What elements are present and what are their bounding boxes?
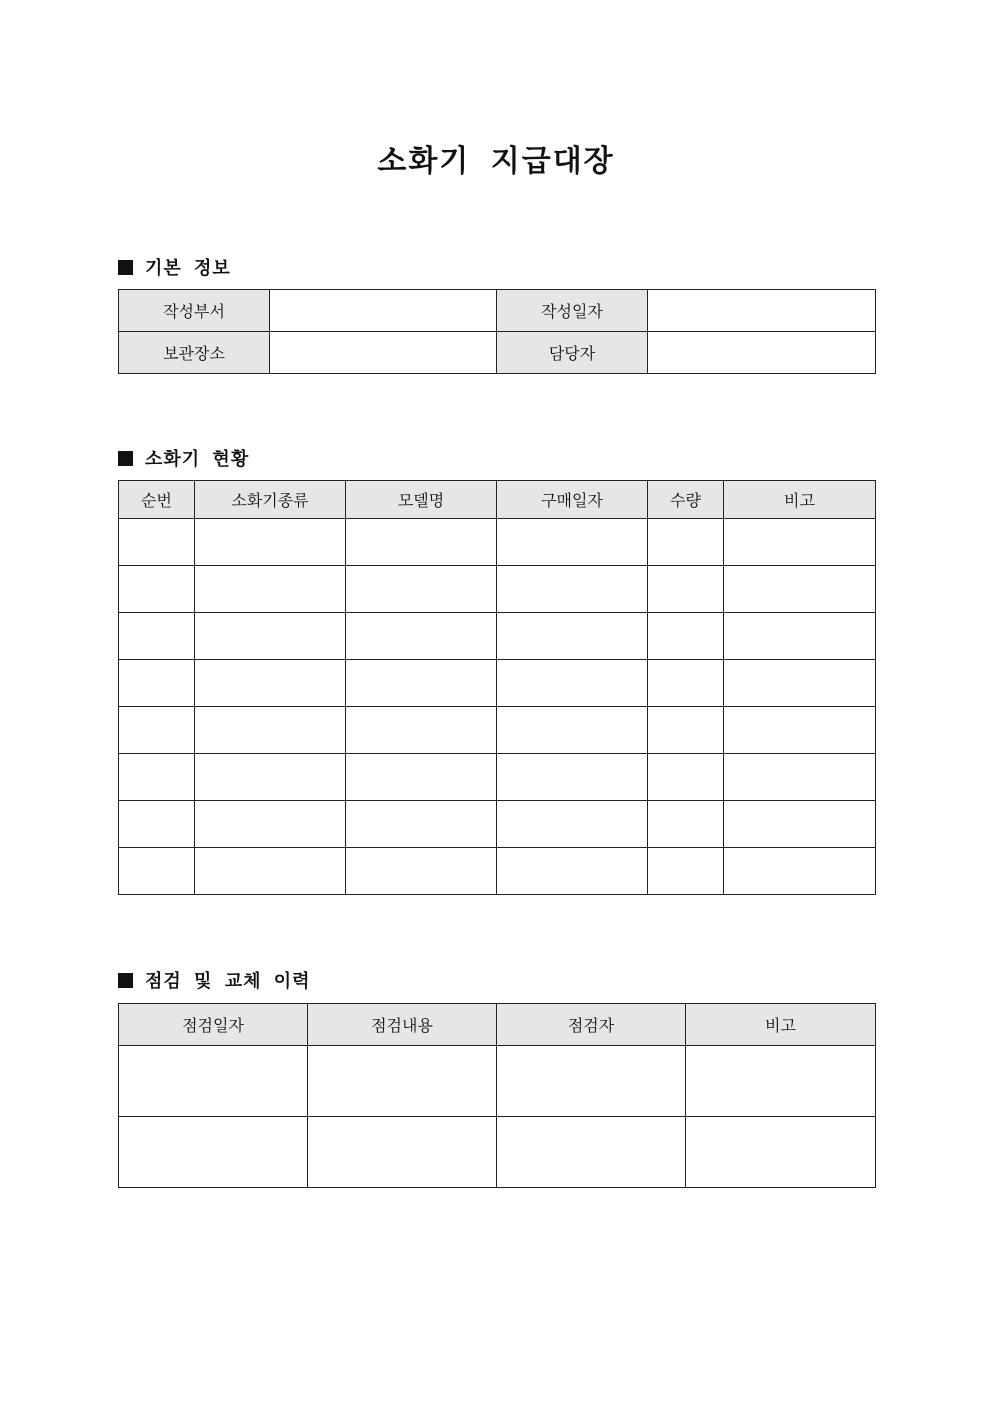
table-cell[interactable] — [346, 660, 497, 707]
column-header: 수량 — [648, 481, 724, 519]
table-cell[interactable] — [195, 566, 346, 613]
table-cell[interactable] — [724, 801, 876, 848]
table-cell[interactable] — [195, 519, 346, 566]
table-cell[interactable] — [119, 754, 195, 801]
table-cell[interactable] — [308, 1117, 497, 1188]
section-title-inspection — [118, 967, 311, 993]
column-header: 모델명 — [346, 481, 497, 519]
table-cell[interactable] — [346, 519, 497, 566]
table-row — [119, 1117, 876, 1188]
inspection-table-body — [119, 1046, 876, 1188]
table-cell[interactable] — [346, 707, 497, 754]
department-field[interactable] — [270, 290, 497, 332]
table-cell[interactable] — [648, 566, 724, 613]
table-cell[interactable] — [195, 754, 346, 801]
date-field[interactable] — [648, 290, 876, 332]
table-cell[interactable] — [195, 613, 346, 660]
label-department: 작성부서 — [119, 290, 270, 332]
table-cell[interactable] — [724, 519, 876, 566]
column-header: 구매일자 — [497, 481, 648, 519]
table-row — [119, 290, 876, 332]
column-header: 점검내용 — [308, 1004, 497, 1046]
column-header: 비고 — [724, 481, 876, 519]
table-cell[interactable] — [119, 1046, 308, 1117]
table-cell[interactable] — [648, 660, 724, 707]
table-cell[interactable] — [346, 801, 497, 848]
location-field[interactable] — [270, 332, 497, 374]
table-cell[interactable] — [724, 660, 876, 707]
table-cell[interactable] — [119, 707, 195, 754]
table-row — [119, 613, 876, 660]
document-title: 소화기 지급대장 — [377, 144, 615, 179]
table-cell[interactable] — [119, 1117, 308, 1188]
table-cell[interactable] — [497, 848, 648, 895]
label-date: 작성일자 — [497, 290, 648, 332]
column-header: 점검자 — [497, 1004, 686, 1046]
table-cell[interactable] — [119, 660, 195, 707]
square-bullet-icon — [118, 451, 133, 466]
table-cell[interactable] — [648, 519, 724, 566]
table-header-row — [119, 1004, 876, 1046]
column-header: 점검일자 — [119, 1004, 308, 1046]
table-cell[interactable] — [724, 566, 876, 613]
column-header: 비고 — [686, 1004, 876, 1046]
basic-info-table — [118, 289, 876, 374]
table-cell[interactable] — [497, 1117, 686, 1188]
table-cell[interactable] — [648, 848, 724, 895]
table-cell[interactable] — [119, 848, 195, 895]
table-cell[interactable] — [195, 848, 346, 895]
table-row — [119, 801, 876, 848]
table-cell[interactable] — [497, 1046, 686, 1117]
section-label: 점검 및 교체 이력 — [145, 971, 311, 992]
table-cell[interactable] — [686, 1046, 876, 1117]
section-label: 기본 정보 — [145, 258, 231, 279]
table-cell[interactable] — [497, 660, 648, 707]
label-location: 보관장소 — [119, 332, 270, 374]
table-row — [119, 660, 876, 707]
table-cell[interactable] — [346, 754, 497, 801]
section-label: 소화기 현황 — [145, 449, 250, 470]
table-row — [119, 707, 876, 754]
inspection-history-table — [118, 1003, 876, 1188]
column-header: 소화기종류 — [195, 481, 346, 519]
table-cell[interactable] — [648, 754, 724, 801]
table-cell[interactable] — [648, 801, 724, 848]
table-cell[interactable] — [308, 1046, 497, 1117]
table-cell[interactable] — [346, 848, 497, 895]
table-cell[interactable] — [497, 519, 648, 566]
table-row — [119, 332, 876, 374]
column-header: 순번 — [119, 481, 195, 519]
table-cell[interactable] — [195, 707, 346, 754]
table-cell[interactable] — [119, 519, 195, 566]
table-cell[interactable] — [724, 707, 876, 754]
table-cell[interactable] — [686, 1117, 876, 1188]
table-cell[interactable] — [195, 801, 346, 848]
section-title-extinguishers — [118, 445, 249, 471]
table-cell[interactable] — [497, 566, 648, 613]
table-cell[interactable] — [724, 754, 876, 801]
section-title-basic — [118, 254, 231, 280]
table-row — [119, 754, 876, 801]
table-cell[interactable] — [119, 801, 195, 848]
label-manager: 담당자 — [497, 332, 648, 374]
table-cell[interactable] — [648, 613, 724, 660]
table-cell[interactable] — [497, 754, 648, 801]
table-cell[interactable] — [497, 613, 648, 660]
table-cell[interactable] — [346, 566, 497, 613]
table-row — [119, 519, 876, 566]
extinguisher-table-body — [119, 519, 876, 895]
table-header-row — [119, 481, 876, 519]
table-cell[interactable] — [119, 613, 195, 660]
square-bullet-icon — [118, 260, 133, 275]
manager-field[interactable] — [648, 332, 876, 374]
table-cell[interactable] — [119, 566, 195, 613]
table-cell[interactable] — [724, 848, 876, 895]
table-row — [119, 848, 876, 895]
extinguisher-table — [118, 480, 876, 895]
square-bullet-icon — [118, 973, 133, 988]
table-cell[interactable] — [346, 613, 497, 660]
table-cell[interactable] — [648, 707, 724, 754]
table-cell[interactable] — [497, 707, 648, 754]
table-cell[interactable] — [724, 613, 876, 660]
table-row — [119, 566, 876, 613]
table-cell[interactable] — [497, 801, 648, 848]
table-row — [119, 1046, 876, 1117]
table-cell[interactable] — [195, 660, 346, 707]
